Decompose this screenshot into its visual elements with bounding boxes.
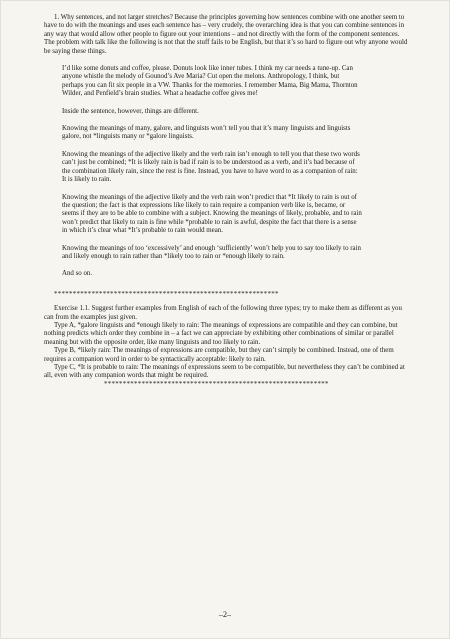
type-b-paragraph: Type B, *likely rain: The meanings of expressions are compatible, but they can’t simply be combined. Instead, one of them requires a companion word in order to be syntactically acceptable: likely to rain. xyxy=(44,347,394,363)
inside-sentence-line: Inside the sentence, however, things are different. xyxy=(62,107,199,115)
intro-paragraph: 1. Why sentences, and not larger stretches? Because the principles governing how sentences combine with one another seem to have to do with the meanings and uses each sentence has – very crudely, the overarching idea is that you can combine sentences in any way that would allow other people to figure out your intentions – and not directly with the form of the component sentences. The problem with talk like the following is not that the stuff fails to be English, but that it’s so hard to figure out why anyone would be saying these things. xyxy=(44,14,408,55)
many-galore-paragraph: Knowing the meanings of many, galore, and linguists won’t tell you that it’s many linguists and linguists galore, not *linguists many or *galore linguists. xyxy=(62,125,351,141)
too-enough-paragraph: Knowing the meanings of too ‘excessively’ and enough ‘sufficiently’ won’t help you to say too likely to rain and likely enough to rain rather than *likely too to rain or *enough likely to rain. xyxy=(62,244,361,260)
quoted-nonsense-paragraph: I’d like some donuts and coffee, please. Donuts look like inner tubes. I think my car needs a tune-up. Can anyone whistle the melody of Gounod’s Ave Maria? Cut open the melons. Anthropology, I think, but perhaps you can fit six people in a VW. Thanks for the memories. I remember Mama, Big Mama, Thornton Wilder, and Penfield’s brain studies. What a headache coffee gives me! xyxy=(62,65,358,98)
separator-stars-top: ************************************************************ xyxy=(54,290,279,298)
type-c-paragraph: Type C, *It is probable to rain: The meanings of expressions seem to be compatible, but nevertheless they can’t be combined at all, even with any companion words that might be required. xyxy=(44,364,405,380)
page-number: –2– xyxy=(219,610,231,619)
likely-rain-paragraph: Knowing the meanings of the adjective likely and the verb rain isn’t enough to tell you that these two words can’t just be combined; *It is likely rain is bad if rain is to be understood as a verb, and it’s bad because of the combination likely rain, since the rest is fine. Instead, you have to have word to as a companion of rain: It is likely to rain. xyxy=(62,150,360,184)
document-body xyxy=(44,14,410,389)
exercise-paragraph: Exercise 1.1. Suggest further examples from English of each of the following three types; try to make them as different as you can from the examples just given. xyxy=(44,305,402,321)
and-so-on-line: And so on. xyxy=(62,270,93,278)
probable-paragraph: Knowing the meanings of the adjective likely and the verb rain won’t predict that *It likely to rain is out of the question; the fact is that expressions like likely to rain require a companion verb like is, became, or seems if they are to be able to combine with a subject. Knowing the meanings of likely, probable, and to rain won’t predict that likely to rain is fine while *probable to rain is awful, despite the fact that there is a sense in which it’s clear what *It’s probable to rain would mean. xyxy=(62,193,362,235)
separator-stars-bottom: ************************************************************ xyxy=(104,380,329,388)
type-a-paragraph: Type A, *galore linguists and *enough likely to rain: The meanings of expressions are compatible and they can combine, but nothing predicts which order they combine in – a fact we can appreciate by exhibiting other combinations of similar or parallel meaning but with the opposite order, like many linguists and too likely to rain. xyxy=(44,321,398,346)
